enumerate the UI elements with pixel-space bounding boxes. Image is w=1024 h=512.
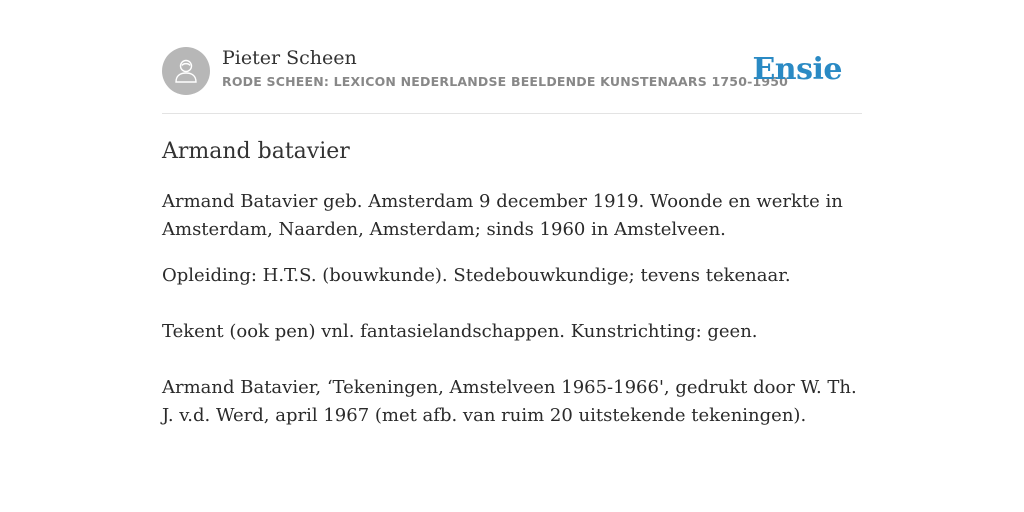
brand-logo[interactable]: Ensie — [752, 52, 842, 87]
article-paragraph: Armand Batavier, ‘Tekeningen, Amstelveen 1965-1966', gedrukt door W. Th. J. v.d. Werd, april 1967 (met afb. van ruim 20 uitstekende tekeningen). — [162, 377, 857, 426]
article-paragraph: Tekent (ook pen) vnl. fantasielandschappen. Kunstrichting: geen. — [162, 321, 758, 342]
header — [162, 46, 862, 96]
article-title: Armand batavier — [162, 139, 350, 164]
author-name[interactable]: Pieter Scheen — [222, 47, 357, 69]
header-divider — [162, 113, 862, 114]
article-paragraph: Armand Batavier geb. Amsterdam 9 december 1919. Woonde en werkte in Amsterdam, Naarden, Amsterdam; sinds 1960 in Amstelveen. — [162, 191, 843, 240]
user-silhouette-icon — [171, 56, 201, 86]
avatar[interactable] — [162, 47, 210, 95]
source-title[interactable]: RODE SCHEEN: LEXICON NEDERLANDSE BEELDENDE KUNSTENAARS 1750-1950 — [222, 74, 789, 89]
article — [162, 136, 862, 430]
article-paragraph: Opleiding: H.T.S. (bouwkunde). Stedebouwkundige; tevens tekenaar. — [162, 265, 791, 286]
